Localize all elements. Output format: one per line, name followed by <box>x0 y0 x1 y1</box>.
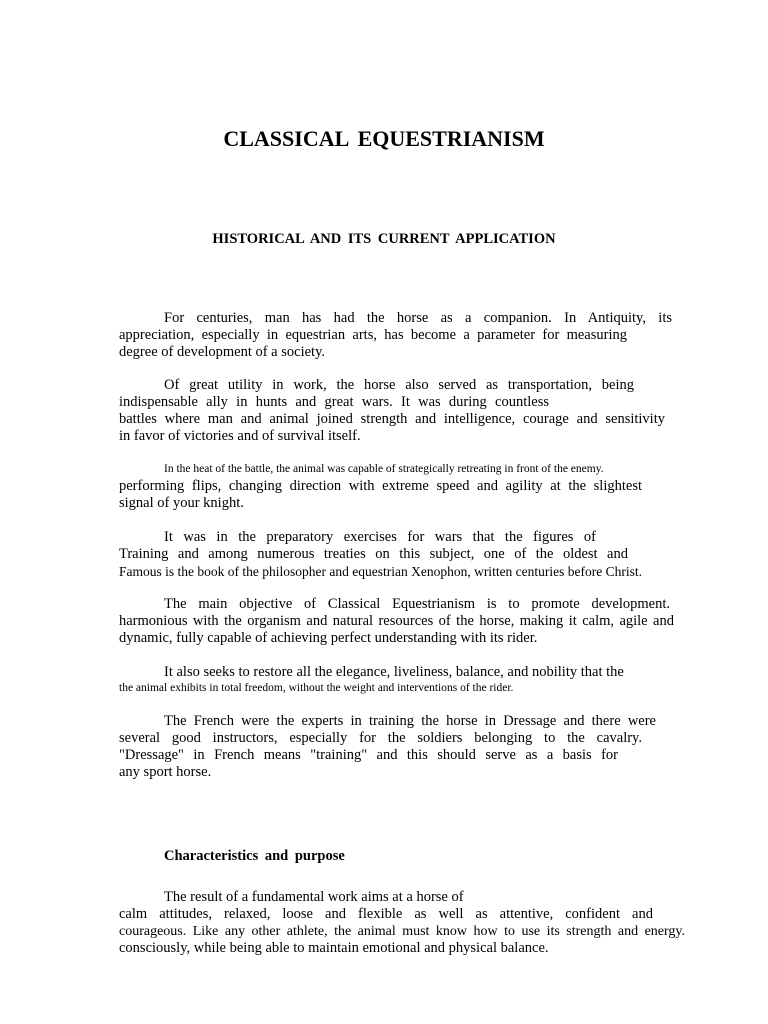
text-line: battles where man and animal joined strength and intelligence, courage and sensitivity <box>119 411 665 427</box>
text-line: "Dressage" in French means "training" and this should serve as a basis for <box>119 747 618 763</box>
text-line: The French were the experts in training the horse in Dressage and there were <box>164 713 656 729</box>
section-heading: Characteristics and purpose <box>164 848 345 864</box>
text-line: The result of a fundamental work aims at a horse of <box>164 889 464 905</box>
text-line: For centuries, man has had the horse as a companion. In Antiquity, its <box>164 310 672 326</box>
text-line: performing flips, changing direction with extreme speed and agility at the slightest <box>119 478 642 494</box>
text-line: the animal exhibits in total freedom, without the weight and interventions of the rider. <box>119 682 514 694</box>
text-line: It was in the preparatory exercises for wars that the figures of <box>164 529 596 545</box>
text-line: It also seeks to restore all the elegance, liveliness, balance, and nobility that the <box>164 664 624 680</box>
text-line: Famous is the book of the philosopher and equestrian Xenophon, written centuries before Christ. <box>119 564 643 579</box>
text-line: Training and among numerous treaties on this subject, one of the oldest and <box>119 546 628 562</box>
text-line: any sport horse. <box>119 764 212 780</box>
text-line: degree of development of a society. <box>119 344 326 360</box>
text-line: appreciation, especially in equestrian arts, has become a parameter for measuring <box>119 327 627 343</box>
text-line: calm attitudes, relaxed, loose and flexible as well as attentive, confident and <box>119 906 653 922</box>
text-line: signal of your knight. <box>119 495 244 511</box>
text-line: courageous. Like any other athlete, the animal must know how to use its strength and energy. <box>119 924 685 939</box>
document-subtitle: HISTORICAL AND ITS CURRENT APPLICATION <box>212 231 556 247</box>
text-line: in favor of victories and of survival itself. <box>119 428 361 444</box>
text-line: dynamic, fully capable of achieving perfect understanding with its rider. <box>119 630 538 646</box>
text-line: The main objective of Classical Equestrianism is to promote development. <box>164 596 670 612</box>
text-line: several good instructors, especially for the soldiers belonging to the cavalry. <box>119 730 642 746</box>
text-line: indispensable ally in hunts and great wars. It was during countless <box>119 394 549 410</box>
text-line: Of great utility in work, the horse also served as transportation, being <box>164 377 634 393</box>
text-line: harmonious with the organism and natural resources of the horse, making it calm, agile and <box>119 613 674 629</box>
text-line: In the heat of the battle, the animal was capable of strategically retreating in front of the enemy. <box>164 463 604 475</box>
text-line: consciously, while being able to maintain emotional and physical balance. <box>119 940 549 956</box>
document-title: CLASSICAL EQUESTRIANISM <box>223 126 545 151</box>
